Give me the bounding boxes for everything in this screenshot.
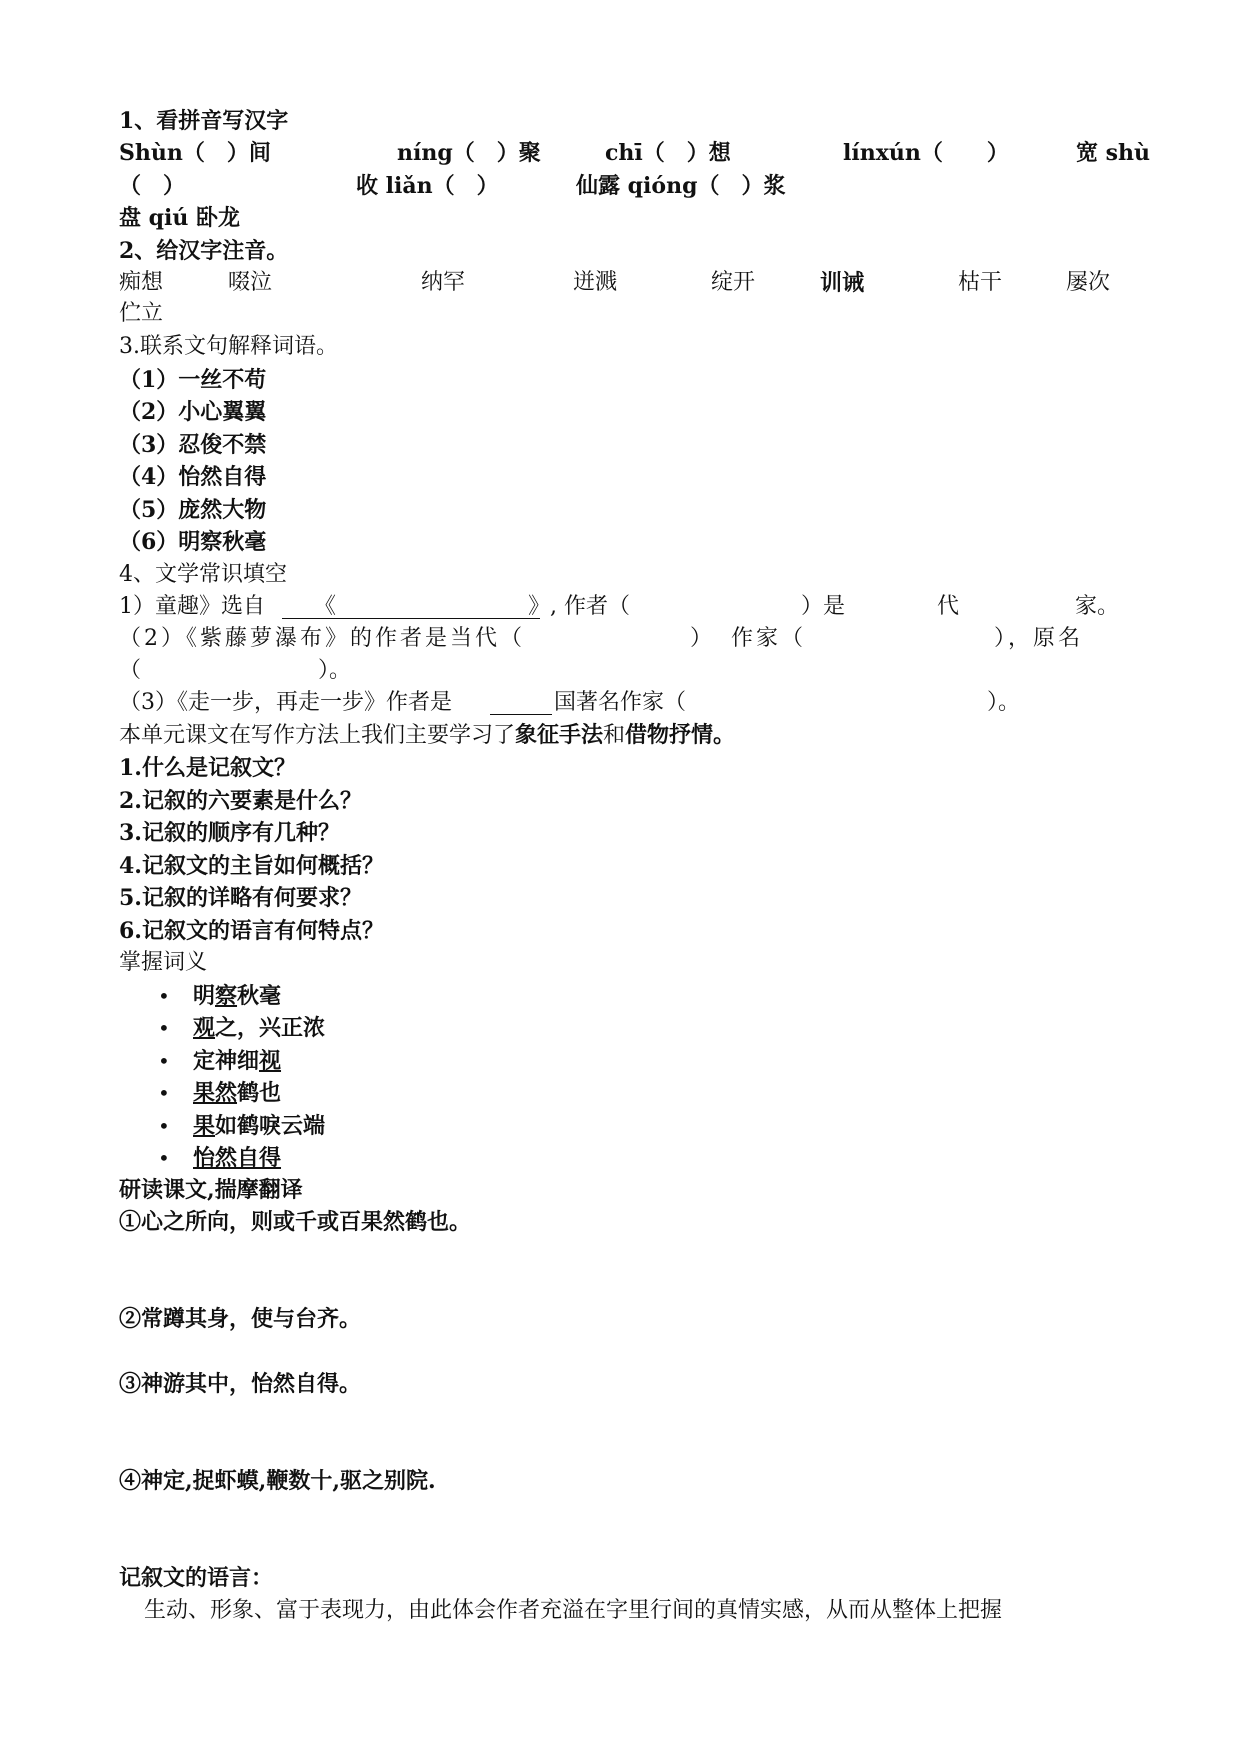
q4-line-3-close: ）。 xyxy=(318,658,352,683)
unit-summary-prefix: 本单元课文在写作方法上我们主要学习了 xyxy=(119,723,516,748)
q4-line-1-prefix: 1）童趣》选自 xyxy=(119,594,265,619)
q1-item-6: （ ） xyxy=(119,173,186,199)
q3-item-6: （6）明察秋毫 xyxy=(119,529,267,555)
question-1: 1.什么是记叙文？ xyxy=(119,755,296,781)
vocab-item-1: 明察秋毫 xyxy=(193,983,282,1009)
q2-word-9: 伫立 xyxy=(119,301,164,326)
q3-item-3: （3）忍俊不禁 xyxy=(119,432,267,458)
q1-item-9: 盘 qiú 卧龙 xyxy=(119,205,241,231)
q2-word-3: 纳罕 xyxy=(421,270,466,295)
q4-line-1-author: 》, 作者（ xyxy=(528,594,630,619)
q1-item-2: níng（ ）聚 xyxy=(397,140,541,166)
q4-line-2-end: ），原名 xyxy=(994,626,1084,651)
q1-title: 1、看拼音写汉字 xyxy=(119,108,289,134)
q2-title: 2、给汉字注音。 xyxy=(119,238,289,264)
q1-item-1: Shùn（ ）间 xyxy=(119,140,271,166)
bullet-icon: • xyxy=(158,1016,170,1040)
q1-item-8: 仙露 qióng（ ）浆 xyxy=(576,173,786,199)
bullet-icon: • xyxy=(158,984,170,1008)
q2-word-2: 啜泣 xyxy=(228,270,273,295)
bullet-icon: • xyxy=(158,1081,170,1105)
question-4: 4.记叙文的主旨如何概括？ xyxy=(119,853,384,879)
q4-line-4-end: ）。 xyxy=(987,690,1021,715)
q4-line-2-close: ） xyxy=(690,626,713,651)
vocab-item-2: 观之，兴正浓 xyxy=(193,1015,326,1041)
q4-line-4-prefix: （3）《走一步，再走一步》作者是 xyxy=(119,690,452,715)
q4-title: 4、文学常识填空 xyxy=(119,562,287,587)
q4-line-2-prefix: （2）《紫藤萝瀑布》的作者是当代（ xyxy=(119,626,525,651)
bullet-icon: • xyxy=(158,1049,170,1073)
unit-summary-and: 和 xyxy=(603,723,626,748)
q3-item-1: （1）一丝不苟 xyxy=(119,367,267,393)
q4-line-4-writer: 国著名作家（ xyxy=(554,690,687,715)
language-body: 生动、形象、富于表现力，由此体会作者充溢在字里行间的真情实感，从而从整体上把握 xyxy=(144,1598,1003,1623)
q1-item-7: 收 liǎn（ ） xyxy=(356,173,499,199)
q4-blank-country xyxy=(490,688,552,715)
unit-summary-term-1: 象征手法 xyxy=(515,722,604,748)
q3-item-4: （4）怡然自得 xyxy=(119,464,267,490)
q4-book-open: 《 xyxy=(314,594,337,619)
q2-word-7: 枯干 xyxy=(958,270,1003,295)
vocab-item-4: 果然鹤也 xyxy=(193,1080,282,1106)
bullet-icon: • xyxy=(158,1146,170,1170)
translate-title: 研读课文,揣摩翻译 xyxy=(119,1177,303,1203)
q2-word-1: 痴想 xyxy=(119,270,164,295)
q4-blank-source xyxy=(282,592,540,619)
question-2: 2.记叙的六要素是什么？ xyxy=(119,788,362,814)
q2-word-4: 迸溅 xyxy=(573,270,618,295)
q4-line-1-end: 家。 xyxy=(1075,594,1120,619)
q1-item-3: chī（ ）想 xyxy=(605,140,731,166)
vocab-item-5: 果如鹤唳云端 xyxy=(193,1113,326,1139)
q4-line-1-era: 代 xyxy=(937,594,960,619)
question-5: 5.记叙的详略有何要求？ xyxy=(119,885,362,911)
language-title: 记叙文的语言： xyxy=(119,1565,274,1591)
vocab-title: 掌握词义 xyxy=(119,950,208,975)
q3-item-5: （5）庞然大物 xyxy=(119,497,267,523)
q4-line-3-open: （ xyxy=(119,658,142,683)
question-6: 6.记叙文的语言有何特点？ xyxy=(119,918,384,944)
unit-summary-term-2: 借物抒情。 xyxy=(625,722,736,748)
translate-item-3: ③神游其中，怡然自得。 xyxy=(119,1371,362,1397)
q2-word-8: 屡次 xyxy=(1066,270,1111,295)
unit-summary xyxy=(119,720,735,751)
q2-word-6: 训诫 xyxy=(820,270,865,296)
vocab-item-3: 定神细视 xyxy=(193,1048,282,1074)
q1-item-5: 宽 shù xyxy=(1076,140,1151,166)
q4-line-1-is: ）是 xyxy=(801,594,846,619)
translate-item-1: ①心之所向，则或千或百果然鹤也。 xyxy=(119,1209,472,1235)
q2-word-5: 绽开 xyxy=(711,270,756,295)
q4-line-2-writer: 作家（ xyxy=(731,626,807,651)
q3-item-2: （2）小心翼翼 xyxy=(119,399,267,425)
question-3: 3.记叙的顺序有几种？ xyxy=(119,820,340,846)
q1-item-4: línxún（ ） xyxy=(843,140,1009,166)
bullet-icon: • xyxy=(158,1114,170,1138)
translate-item-2: ②常蹲其身，使与台齐。 xyxy=(119,1306,362,1332)
vocab-item-6: 怡然自得 xyxy=(193,1145,282,1171)
translate-item-4: ④神定,捉虾蟆,鞭数十,驱之别院. xyxy=(119,1468,436,1494)
q3-title: 3.联系文句解释词语。 xyxy=(119,334,338,359)
